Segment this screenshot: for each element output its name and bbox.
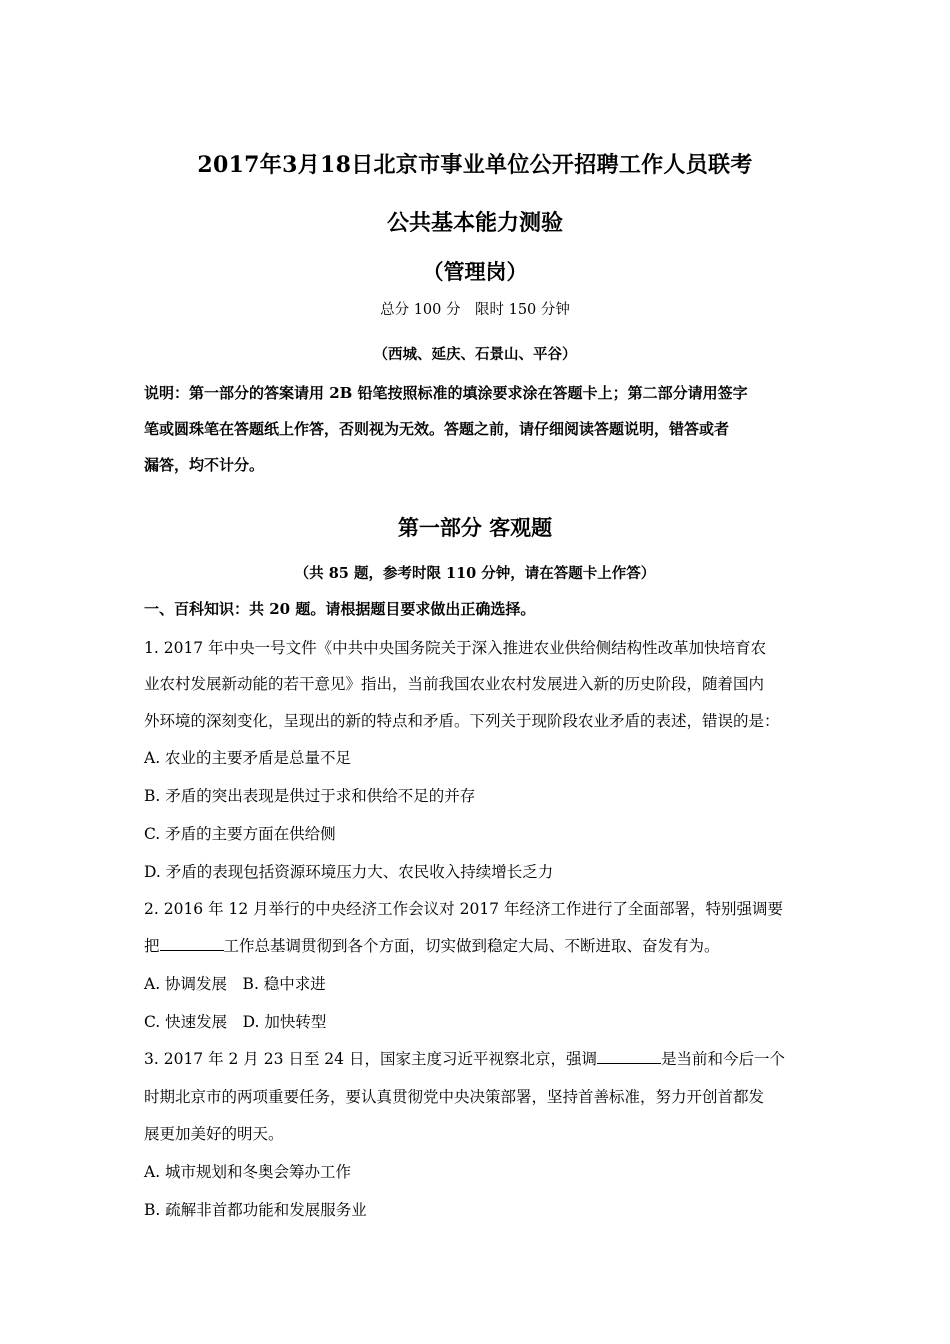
q2-line-2-post: 工作总基调贯彻到各个方面，切实做到稳定大局、不断进取、奋发有为。 bbox=[223, 937, 720, 955]
q2-line-2-pre: 把 bbox=[144, 937, 160, 955]
q2-options-ab: A. 协调发展 B. 稳中求进 bbox=[144, 975, 326, 993]
instructions-line-3: 漏答，均不计分。 bbox=[144, 456, 265, 474]
fill-blank bbox=[597, 1049, 661, 1064]
q2-line-1: 2. 2016 年 12 月举行的中央经济工作会议对 2017 年经济工作进行了全面部署，特别强调要 bbox=[144, 900, 783, 918]
exam-subtitle: 公共基本能力测验 bbox=[386, 210, 563, 236]
q1-option-c: C. 矛盾的主要方面在供给侧 bbox=[144, 825, 336, 843]
q1-option-b: B. 矛盾的突出表现是供过于求和供给不足的并存 bbox=[144, 787, 476, 805]
exam-role: （管理岗） bbox=[422, 259, 528, 284]
instructions-line-1: 说明：第一部分的答案请用 2B 铅笔按照标准的填涂要求涂在答题卡上；第二部分请用签字 bbox=[144, 384, 748, 402]
q3-line-1-post: 是当前和今后一个 bbox=[660, 1050, 785, 1068]
q3-line-1-pre: 3. 2017 年 2 月 23 日至 24 日，国家主度习近平视察北京，强调 bbox=[144, 1050, 597, 1068]
q1-line-3: 外环境的深刻变化，呈现出的新的特点和矛盾。下列关于现阶段农业矛盾的表述，错误的是： bbox=[144, 712, 780, 730]
q2-options-cd: C. 快速发展 D. 加快转型 bbox=[144, 1013, 327, 1031]
part1-title: 第一部分 客观题 bbox=[397, 515, 553, 540]
q3-option-a: A. 城市规划和冬奥会筹办工作 bbox=[144, 1163, 352, 1181]
q3-line-1 bbox=[144, 1047, 785, 1069]
part1-subtitle: （共 85 题，参考时限 110 分钟，请在答题卡上作答） bbox=[294, 565, 656, 582]
q1-option-d: D. 矛盾的表现包括资源环境压力大、农民收入持续增长乏力 bbox=[144, 863, 554, 881]
q1-line-2: 业农村发展新动能的若干意见》指出，当前我国农业农村发展进入新的历史阶段，随着国内 bbox=[144, 675, 765, 693]
exam-regions: （西城、延庆、石景山、平谷） bbox=[373, 346, 577, 363]
q1-option-a: A. 农业的主要矛盾是总量不足 bbox=[144, 749, 352, 767]
q3-line-2: 时期北京市的两项重要任务，要认真贯彻党中央决策部署，坚持首善标准，努力开创首都发 bbox=[144, 1088, 765, 1106]
section-heading: 一、百科知识：共 20 题。请根据题目要求做出正确选择。 bbox=[144, 600, 536, 618]
q3-option-b: B. 疏解非首都功能和发展服务业 bbox=[144, 1201, 367, 1219]
q2-line-2 bbox=[144, 934, 720, 956]
q3-line-3: 展更加美好的明天。 bbox=[144, 1125, 284, 1143]
score-time-info: 总分 100 分 限时 150 分钟 bbox=[380, 302, 570, 318]
q1-line-1: 1. 2017 年中央一号文件《中共中央国务院关于深入推进农业供给侧结构性改革加快培育农 bbox=[144, 639, 767, 657]
exam-title: 2017年3月18日北京市事业单位公开招聘工作人员联考 bbox=[197, 152, 753, 178]
fill-blank bbox=[160, 936, 224, 951]
instructions-line-2: 笔或圆珠笔在答题纸上作答，否则视为无效。答题之前，请仔细阅读答题说明，错答或者 bbox=[144, 420, 730, 438]
